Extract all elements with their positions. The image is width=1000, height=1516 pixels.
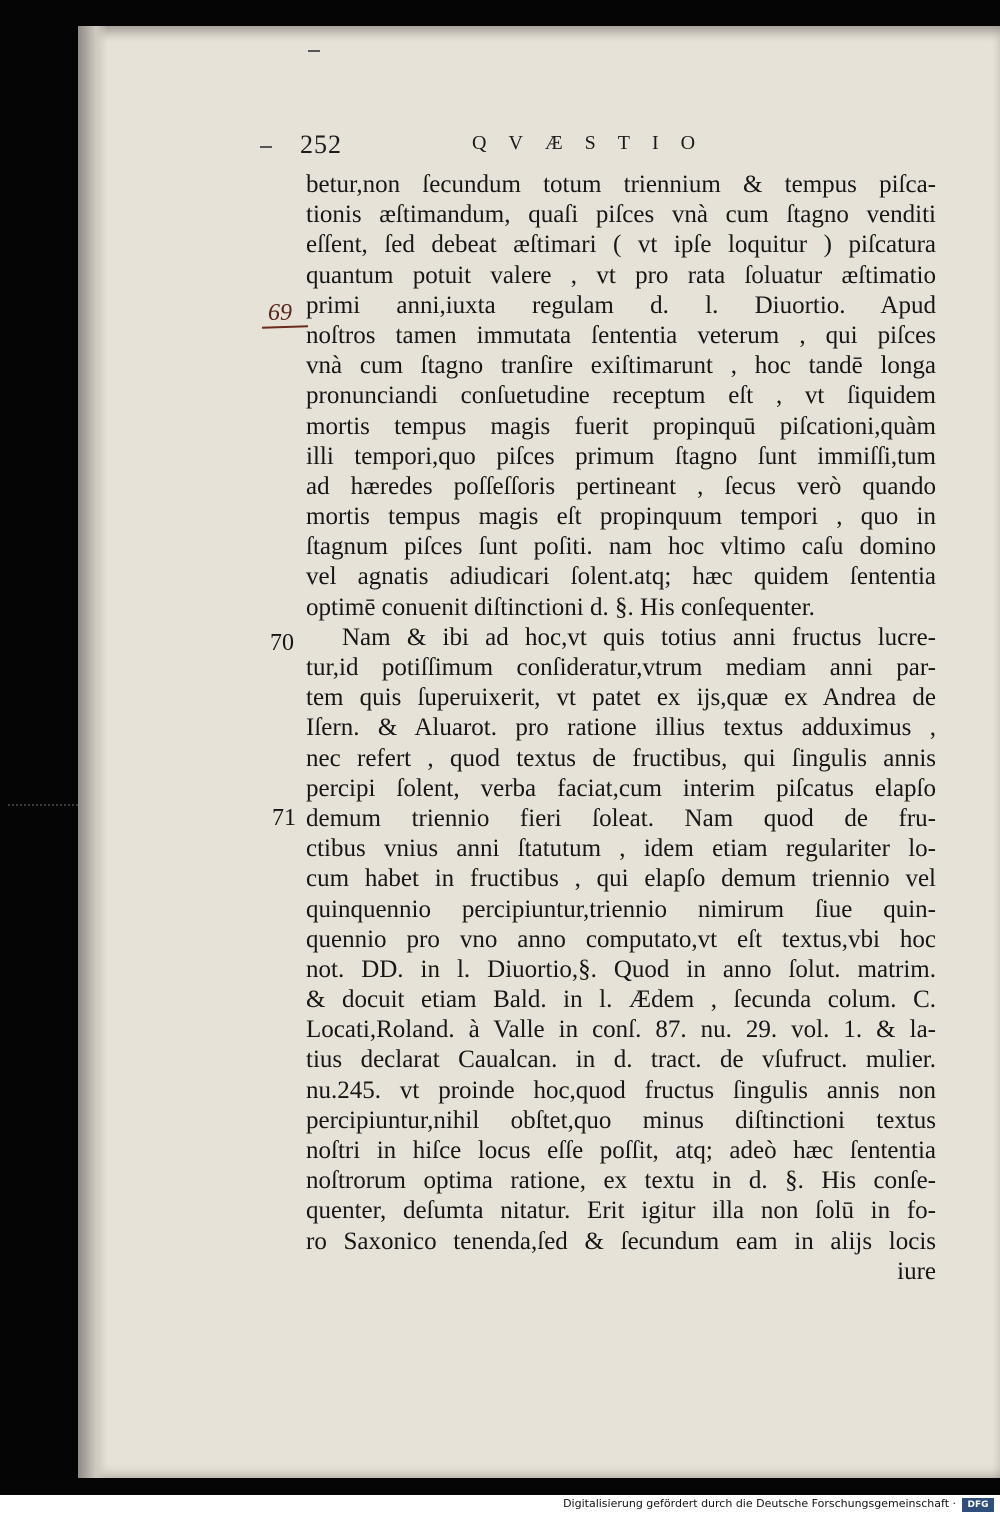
text-line: pronunciandi conſuetudine receptum eſt , vt ſiquidem — [306, 382, 936, 410]
text-line: Nam & ibi ad hoc,vt quis totius anni fructus lucre- — [342, 623, 936, 651]
text-line: mortis tempus magis eſt propinquum tempori , quo in — [306, 503, 936, 531]
page-header — [260, 130, 960, 164]
text-line: vel agnatis adiudicari ſolent.atq; hæc quidem ſententia — [306, 563, 936, 591]
running-head: QVÆSTIO — [472, 132, 718, 154]
text-line: primi anni,iuxta regulam d. l. Diuortio. Apud — [306, 291, 936, 319]
header-margin-mark — [260, 146, 272, 148]
text-line: illi tempori,quo piſces primum ſtagno ſunt immiſſi,tum — [306, 442, 936, 470]
top-margin-mark — [308, 50, 320, 52]
footer-bar — [0, 1495, 1000, 1516]
body-text — [306, 170, 936, 1287]
text-line: quantum potuit valere , vt pro rata ſoluatur æſtimatio — [306, 261, 936, 289]
text-line: eſſent, ſed debeat æſtimari ( vt ipſe loquitur ) piſcatura — [306, 231, 936, 259]
text-line: not. DD. in l. Diuortio,§. Quod in anno ſolut. matrim. — [306, 955, 936, 983]
text-line: nec refert , quod textus de fructibus, qui ſingulis annis — [306, 744, 936, 772]
text-line: percipi ſolent, verba faciat,cum interim piſcatus elapſo — [306, 774, 936, 802]
marginal-number-70: 70 — [270, 630, 294, 656]
text-line: noſtri in hiſce locus eſſe poſſit, atq; adeò hæc ſententia — [306, 1137, 936, 1164]
text-line: quenter, deſumta nitatur. Erit igitur illa non ſolū in fo- — [306, 1197, 936, 1225]
text-line: noſtrorum optima ratione, ex textu in d. §. His conſe- — [306, 1167, 936, 1195]
text-line: mortis tempus magis fuerit propinquū piſcationi,quàm — [306, 412, 936, 440]
marginal-number-71: 71 — [272, 805, 296, 831]
text-line: noſtros tamen immutata ſententia veterum , qui piſces — [306, 321, 936, 349]
catchword: iure — [897, 1257, 936, 1285]
text-line: ctibus vnius anni ſtatutum , idem etiam regulariter lo- — [306, 835, 936, 863]
text-line: percipiuntur,nihil obſtet,quo minus diſtinctioni textus — [306, 1106, 936, 1134]
page-gutter-shadow — [78, 26, 108, 1478]
dfg-logo: DFG — [962, 1498, 994, 1512]
text-line: vnà cum ſtagno tranſire exiſtimarunt , hoc tandē longa — [306, 352, 936, 380]
text-line: nu.245. vt proinde hoc,quod fructus ſingulis annis non — [306, 1076, 936, 1104]
text-line: & docuit etiam Bald. in l. Ædem , ſecunda colum. C. — [306, 986, 936, 1014]
text-line: tem quis ſuperuixerit, vt patet ex ijs,quæ ex Andrea de — [306, 684, 936, 712]
text-line: betur,non ſecundum totum triennium & tempus piſca- — [306, 171, 936, 198]
text-line: tur,id potiſſimum conſideratur,vtrum mediam anni par- — [306, 654, 936, 681]
text-line: ſtagnum piſces ſunt poſiti. nam hoc vltimo caſu domino — [306, 533, 936, 561]
text-line: tionis æſtimandum, quaſi piſces vnà cum ſtagno venditi — [306, 201, 936, 229]
text-line: quinquennio percipiuntur,triennio nimirum ſiue quin- — [306, 895, 936, 923]
text-line: demum triennio fieri ſoleat. Nam quod de fru- — [306, 804, 936, 832]
text-line: Locati,Roland. à Valle in conſ. 87. nu. 29. vol. 1. & la- — [306, 1016, 936, 1044]
marginal-number-69: 69 — [268, 300, 292, 326]
text-line: cum habet in fructibus , qui elapſo demum triennio vel — [306, 865, 936, 893]
text-line: optimē conuenit diſtinctioni d. §. His conſequenter. — [306, 593, 815, 621]
text-line: ro Saxonico tenenda,ſed & ſecundum eam in alijs locis — [306, 1227, 936, 1255]
text-line: tius declarat Caualcan. in d. tract. de vſufruct. mulier. — [306, 1046, 936, 1074]
scan-border-speckle — [8, 804, 78, 809]
digitization-credit: Digitalisierung gefördert durch die Deutsche Forschungsgemeinschaft · — [563, 1497, 956, 1510]
page-number: 252 — [300, 130, 342, 159]
text-line: ad hæredes poſſeſſoris pertineant , ſecus verò quando — [306, 472, 936, 500]
text-line: quennio pro vno anno computato,vt eſt textus,vbi hoc — [306, 925, 936, 953]
text-line: Iſern. & Aluarot. pro ratione illius textus adduximus , — [306, 714, 936, 742]
